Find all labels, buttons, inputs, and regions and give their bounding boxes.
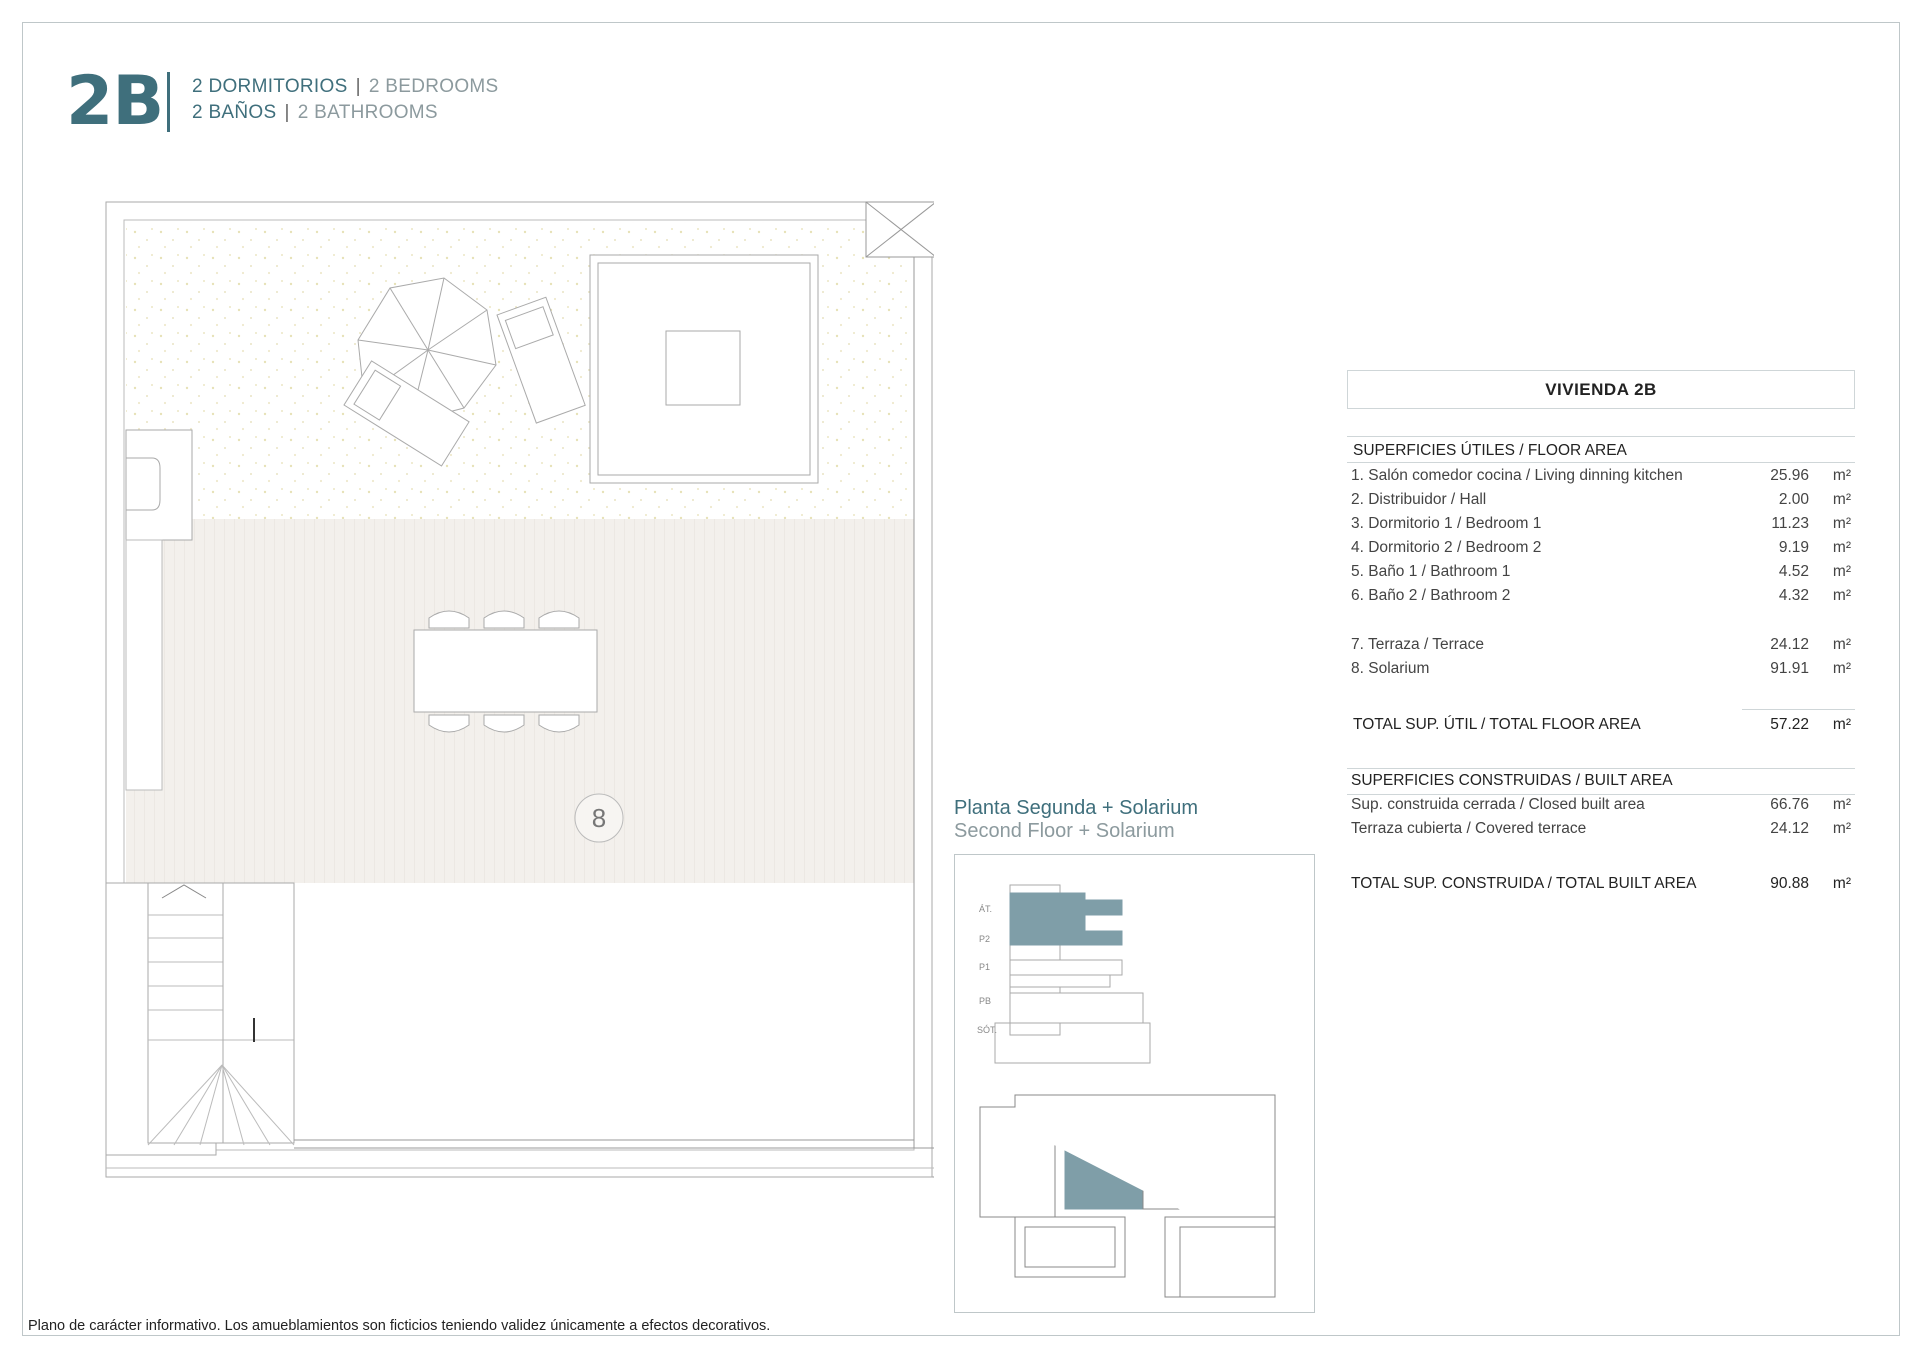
section-label-pb: PB [979,996,992,1006]
table-row: Terraza cubierta / Covered terrace 24.12 m² [1351,820,1851,837]
built-area-heading: SUPERFICIES CONSTRUIDAS / BUILT AREA [1351,772,1673,789]
key-plan-drawing [955,855,1314,1312]
floor-plan-drawing [104,200,934,1180]
unit-code: 2B [66,62,164,141]
section-label-sot: SÓT. [977,1025,998,1035]
spec-separator: | [284,102,290,123]
table-row: Sup. construida cerrada / Closed built area 66.76 m² [1351,796,1851,813]
table-row: 4. Dormitorio 2 / Bedroom 2 9.19 m² [1351,539,1851,556]
floor-title-es: Planta Segunda + Solarium [954,797,1199,819]
section-label-p1: P1 [979,962,991,972]
bedrooms-es: 2 DORMITORIOS [192,76,348,97]
total-built-area-row: TOTAL SUP. CONSTRUIDA / TOTAL BUILT AREA 90.88 m² [1351,875,1851,892]
table-row: 8. Solarium 91.91 m² [1351,660,1851,677]
table-row: 5. Baño 1 / Bathroom 1 4.52 m² [1351,563,1851,580]
floor-plan [104,200,934,1180]
total-floor-area-row: TOTAL SUP. ÚTIL / TOTAL FLOOR AREA 57.22 m² [1353,716,1851,733]
bedrooms-en: 2 BEDROOMS [368,76,499,97]
room-number: 8 [591,803,607,833]
table-row: 7. Terraza / Terrace 24.12 m² [1351,636,1851,653]
table-row: 2. Distribuidor / Hall 2.00 m² [1351,491,1851,508]
bathrooms-spec [192,102,438,124]
table-row: 3. Dormitorio 1 / Bedroom 1 11.23 m² [1351,515,1851,532]
spec-separator: | [355,76,361,97]
area-table [1347,370,1855,892]
floor-title-en: Second Floor + Solarium [954,820,1175,842]
key-plan-box [954,854,1315,1313]
bedrooms-spec [192,76,499,98]
disclaimer-footnote: Plano de carácter informativo. Los amueblamientos son ficticios teniendo validez únicamente a efectos decorativos. [28,1318,771,1334]
table-row: 6. Baño 2 / Bathroom 2 4.32 m² [1351,587,1851,604]
section-label-p2: P2 [979,934,991,944]
table-title: VIVIENDA 2B [1347,370,1855,409]
table-row: 1. Salón comedor cocina / Living dinning kitchen 25.96 m² [1351,467,1851,484]
header-divider [167,72,170,132]
floor-area-heading: SUPERFICIES ÚTILES / FLOOR AREA [1353,442,1627,459]
section-label-at: ÁT. [979,904,993,914]
bathrooms-es: 2 BAÑOS [192,102,277,123]
bathrooms-en: 2 BATHROOMS [297,102,438,123]
